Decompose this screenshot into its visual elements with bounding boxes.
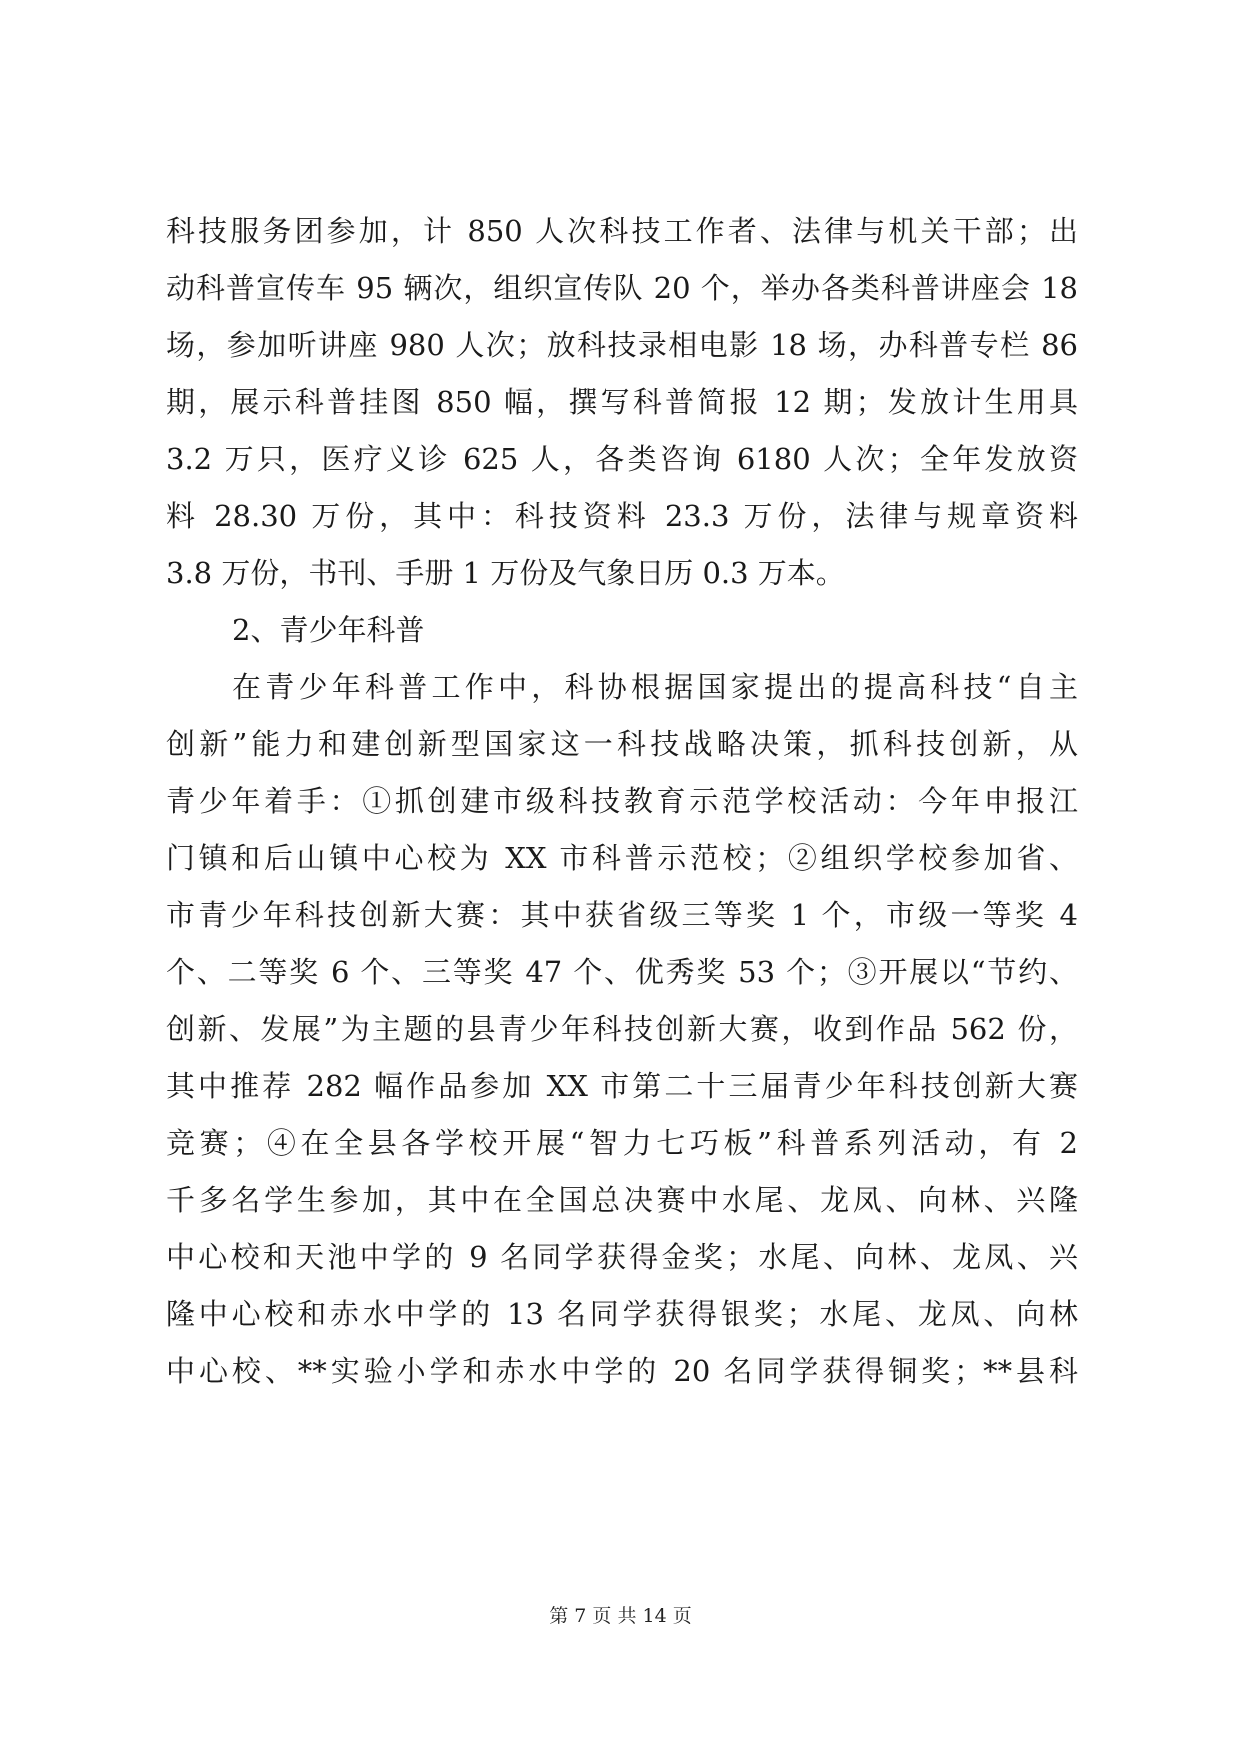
text-line: 创新”能力和建创新型国家这一科技战略决策，抓科技创新，从 — [166, 727, 1078, 761]
text-line: 其中推荐 282 幅作品参加 XX 市第二十三届青少年科技创新大赛 — [166, 1069, 1078, 1103]
text-line: 场，参加听讲座 980 人次；放科技录相电影 18 场，办科普专栏 86 — [166, 328, 1078, 362]
text-line: 中心校、**实验小学和赤水中学的 20 名同学获得铜奖；**县科 — [166, 1354, 1078, 1388]
text-line: 科技服务团参加，计 850 人次科技工作者、法律与机关干部；出 — [166, 214, 1078, 248]
page-number-footer: 第 7 页 共 14 页 — [549, 1605, 692, 1627]
text-line: 青少年着手：①抓创建市级科技教育示范学校活动：今年申报江 — [166, 784, 1078, 818]
text-line: 创新、发展”为主题的县青少年科技创新大赛，收到作品 562 份， — [166, 1012, 1078, 1046]
text-line: 市青少年科技创新大赛：其中获省级三等奖 1 个，市级一等奖 4 — [166, 898, 1078, 932]
text-line: 隆中心校和赤水中学的 13 名同学获得银奖；水尾、龙凤、向林 — [166, 1297, 1078, 1331]
text-line: 料 28.30 万份，其中：科技资料 23.3 万份，法律与规章资料 — [166, 499, 1078, 533]
text-line: 门镇和后山镇中心校为 XX 市科普示范校；②组织学校参加省、 — [166, 841, 1078, 875]
text-line: 3.2 万只，医疗义诊 625 人，各类咨询 6180 人次；全年发放资 — [166, 442, 1078, 476]
text-line: 在青少年科普工作中，科协根据国家提出的提高科技“自主 — [232, 670, 1078, 704]
text-line: 动科普宣传车 95 辆次，组织宣传队 20 个，举办各类科普讲座会 18 — [166, 271, 1078, 305]
text-line: 竞赛；④在全县各学校开展“智力七巧板”科普系列活动，有 2 — [166, 1126, 1078, 1160]
text-line: 中心校和天池中学的 9 名同学获得金奖；水尾、向林、龙凤、兴 — [166, 1240, 1078, 1274]
text-line: 期，展示科普挂图 850 幅，撰写科普简报 12 期；发放计生用具 — [166, 385, 1078, 419]
text-line: 千多名学生参加，其中在全国总决赛中水尾、龙凤、向林、兴隆 — [166, 1183, 1078, 1217]
section-heading: 2、青少年科普 — [232, 613, 425, 647]
text-line: 个、二等奖 6 个、三等奖 47 个、优秀奖 53 个；③开展以“节约、 — [166, 955, 1078, 989]
text-line: 3.8 万份，书刊、手册 1 万份及气象日历 0.3 万本。 — [166, 556, 845, 590]
